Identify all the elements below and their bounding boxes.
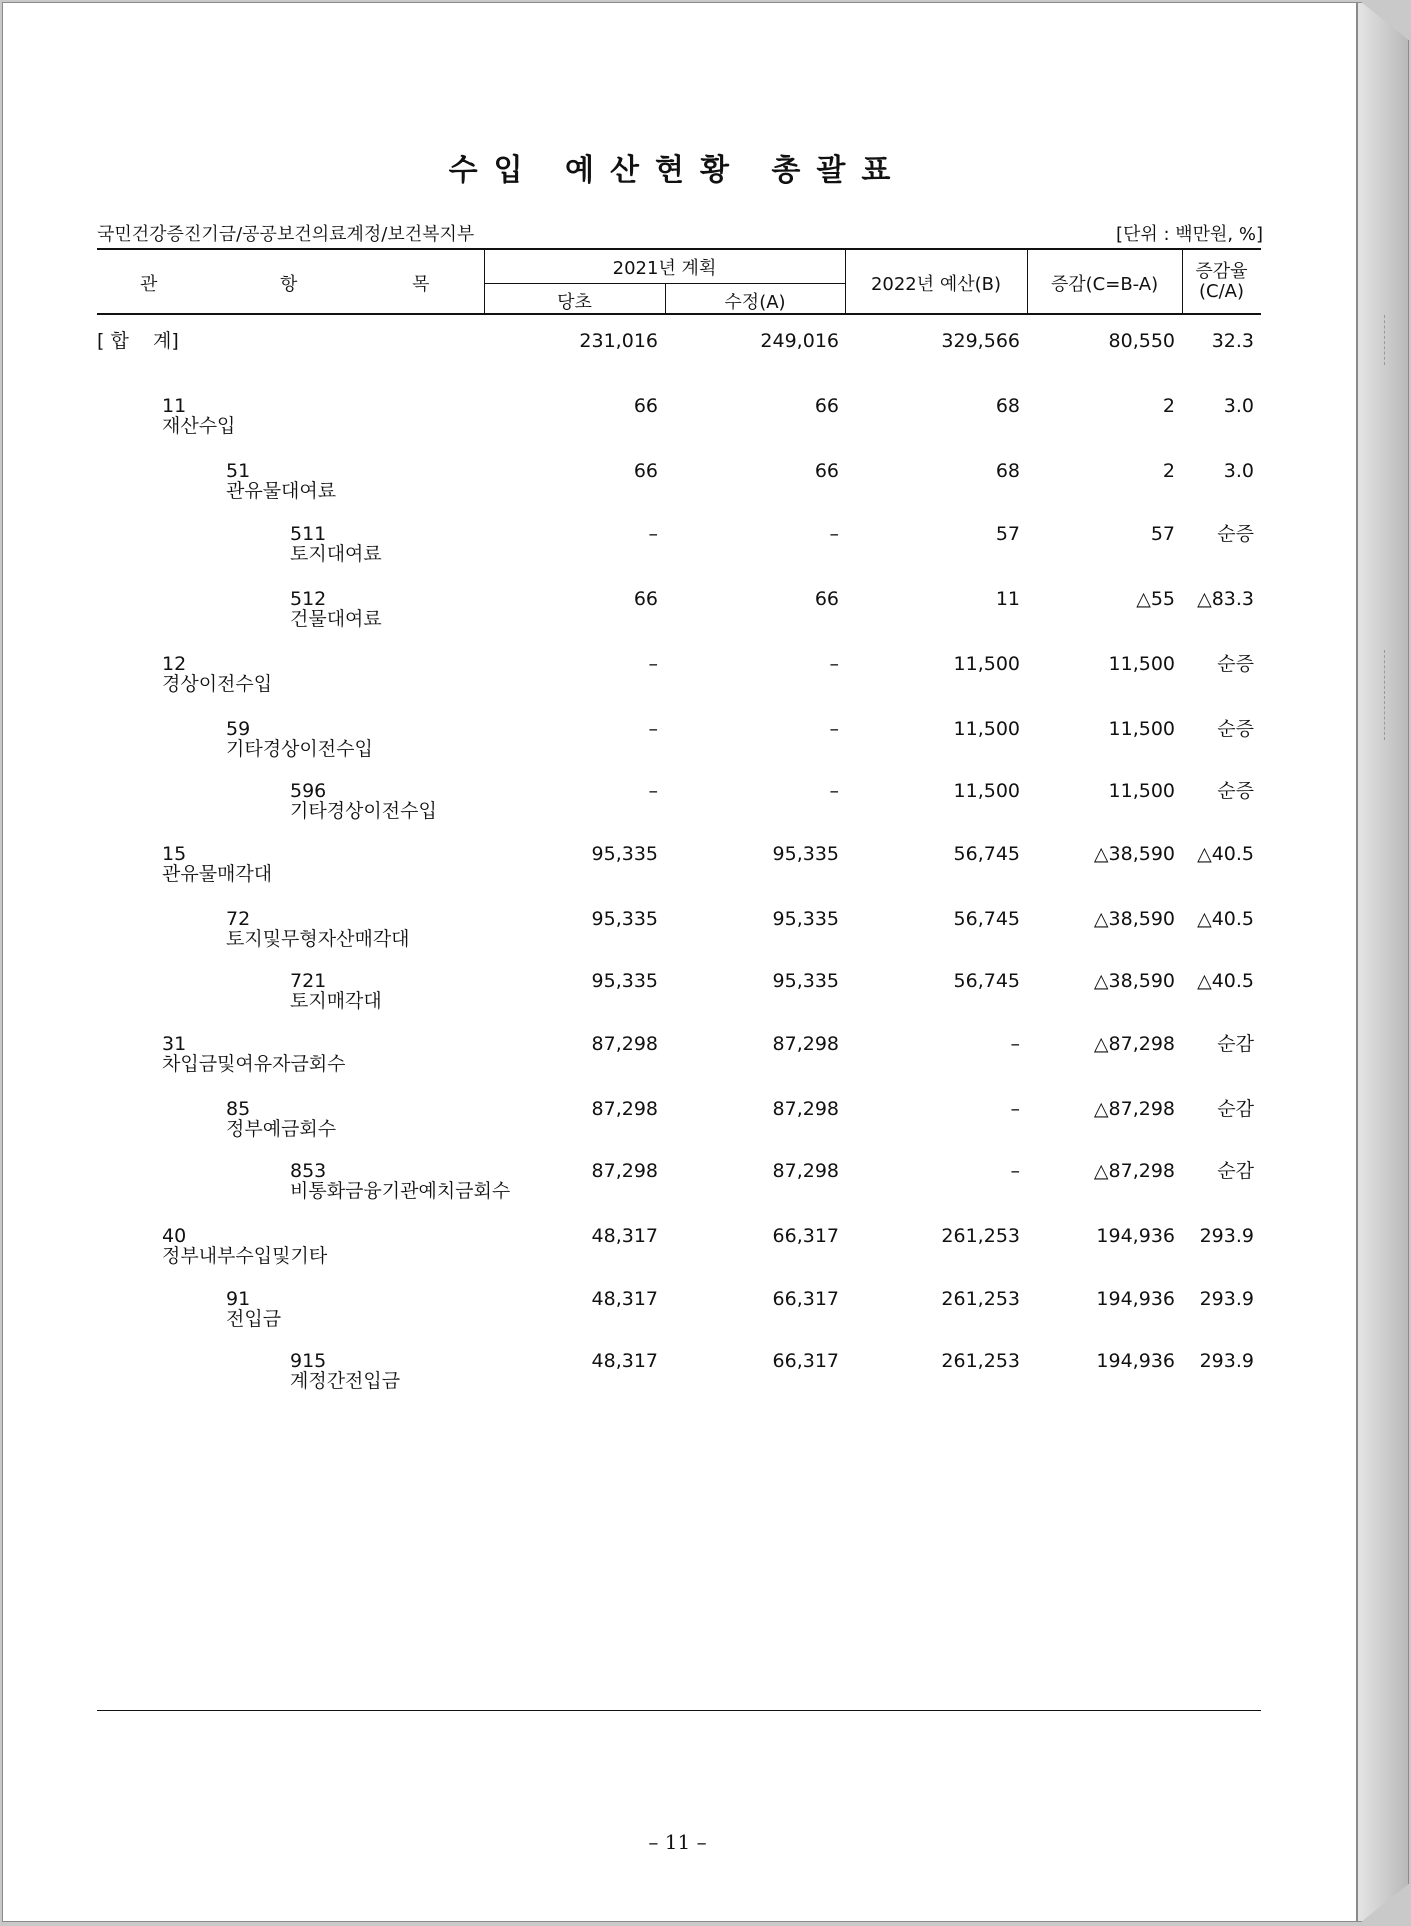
row-revised: – bbox=[829, 718, 839, 740]
row-code: 15 bbox=[162, 843, 187, 865]
row-original: 87,298 bbox=[591, 1098, 658, 1120]
table-row bbox=[0, 718, 1355, 778]
header-hang: 항 bbox=[280, 274, 298, 295]
row-revised: 66,317 bbox=[772, 1225, 839, 1247]
header-mok: 목 bbox=[412, 274, 430, 295]
row-name: 정부예금회수 bbox=[226, 1118, 337, 1140]
row-change: 194,936 bbox=[1096, 1350, 1175, 1372]
row-original: – bbox=[648, 718, 658, 740]
row-original: – bbox=[648, 780, 658, 802]
row-budget: 56,745 bbox=[953, 843, 1020, 865]
row-code: 59 bbox=[226, 718, 251, 740]
row-name: 기타경상이전수입 bbox=[226, 738, 373, 760]
header-rate: 증감율 bbox=[1195, 261, 1248, 282]
row-rate: 순감 bbox=[1217, 1033, 1254, 1055]
total-rate: 32.3 bbox=[1211, 330, 1254, 352]
header-subrule bbox=[484, 283, 845, 284]
table-row bbox=[0, 1225, 1355, 1285]
row-original: 66 bbox=[633, 460, 658, 482]
table-row bbox=[0, 460, 1355, 520]
row-name: 관유물매각대 bbox=[162, 863, 273, 885]
row-original: 95,335 bbox=[591, 843, 658, 865]
row-code: 853 bbox=[290, 1160, 327, 1182]
page-title: 수입 예산현황 총괄표 bbox=[448, 153, 907, 188]
table-top-rule bbox=[97, 248, 1261, 250]
row-name: 관유물대여료 bbox=[226, 480, 337, 502]
table-row bbox=[0, 908, 1355, 968]
row-original: 95,335 bbox=[591, 908, 658, 930]
row-original: 48,317 bbox=[591, 1225, 658, 1247]
total-label: [ 합 계] bbox=[97, 330, 179, 352]
header-plan2021: 2021년 계획 bbox=[612, 258, 717, 279]
header-revised: 수정(A) bbox=[724, 292, 786, 313]
header-gwan: 관 bbox=[140, 274, 158, 295]
row-code: 11 bbox=[162, 395, 187, 417]
row-revised: – bbox=[829, 780, 839, 802]
page-stack-edge bbox=[1357, 2, 1409, 1922]
row-name: 계정간전입금 bbox=[290, 1370, 401, 1392]
row-change: 194,936 bbox=[1096, 1225, 1175, 1247]
total-original: 231,016 bbox=[579, 330, 658, 352]
row-rate: 3.0 bbox=[1223, 395, 1254, 417]
row-rate: 순증 bbox=[1217, 780, 1254, 802]
total-budget: 329,566 bbox=[941, 330, 1020, 352]
header-rate-formula: (C/A) bbox=[1199, 281, 1244, 302]
row-change: △38,590 bbox=[1093, 843, 1175, 865]
row-original: 87,298 bbox=[591, 1160, 658, 1182]
row-rate: 293.9 bbox=[1199, 1350, 1254, 1372]
row-budget: 11 bbox=[995, 588, 1020, 610]
row-budget: 11,500 bbox=[953, 780, 1020, 802]
row-change: 57 bbox=[1150, 523, 1175, 545]
row-revised: 66 bbox=[814, 395, 839, 417]
row-original: 95,335 bbox=[591, 970, 658, 992]
row-original: 66 bbox=[633, 588, 658, 610]
row-budget: 261,253 bbox=[941, 1288, 1020, 1310]
row-code: 915 bbox=[290, 1350, 327, 1372]
row-original: 48,317 bbox=[591, 1288, 658, 1310]
table-row bbox=[0, 1350, 1355, 1410]
page-number: – 11 – bbox=[648, 1830, 707, 1854]
table-row bbox=[0, 843, 1355, 903]
row-revised: 66,317 bbox=[772, 1288, 839, 1310]
row-code: 596 bbox=[290, 780, 327, 802]
row-code: 511 bbox=[290, 523, 327, 545]
row-code: 40 bbox=[162, 1225, 187, 1247]
row-name: 차입금및여유자금회수 bbox=[162, 1053, 346, 1075]
row-rate: 순증 bbox=[1217, 523, 1254, 545]
row-change: 2 bbox=[1162, 460, 1175, 482]
row-name: 경상이전수입 bbox=[162, 673, 273, 695]
row-code: 85 bbox=[226, 1098, 251, 1120]
row-change: △87,298 bbox=[1093, 1098, 1175, 1120]
table-row bbox=[0, 780, 1355, 840]
table-row bbox=[0, 1098, 1355, 1158]
row-name: 건물대여료 bbox=[290, 608, 382, 630]
total-revised: 249,016 bbox=[760, 330, 839, 352]
table-row bbox=[0, 1033, 1355, 1093]
row-rate: 순감 bbox=[1217, 1098, 1254, 1120]
row-rate: △40.5 bbox=[1197, 970, 1254, 992]
row-name: 토지매각대 bbox=[290, 990, 382, 1012]
total-row bbox=[0, 330, 1355, 390]
unit-label: [단위 : 백만원, %] bbox=[1115, 224, 1263, 245]
row-revised: 66,317 bbox=[772, 1350, 839, 1372]
row-change: △87,298 bbox=[1093, 1033, 1175, 1055]
row-original: 87,298 bbox=[591, 1033, 658, 1055]
row-budget: 57 bbox=[995, 523, 1020, 545]
row-budget: 68 bbox=[995, 395, 1020, 417]
row-budget: 68 bbox=[995, 460, 1020, 482]
row-change: △55 bbox=[1136, 588, 1175, 610]
row-revised: 95,335 bbox=[772, 843, 839, 865]
row-rate: 293.9 bbox=[1199, 1288, 1254, 1310]
organization-label: 국민건강증진기금/공공보건의료계정/보건복지부 bbox=[97, 224, 475, 245]
table-row bbox=[0, 523, 1355, 583]
row-name: 비통화금융기관예치금회수 bbox=[290, 1180, 511, 1202]
row-budget: – bbox=[1010, 1033, 1020, 1055]
row-change: 11,500 bbox=[1108, 653, 1175, 675]
row-budget: – bbox=[1010, 1160, 1020, 1182]
table-row bbox=[0, 395, 1355, 455]
row-rate: 순증 bbox=[1217, 653, 1254, 675]
row-code: 12 bbox=[162, 653, 187, 675]
row-original: – bbox=[648, 653, 658, 675]
row-code: 512 bbox=[290, 588, 327, 610]
row-revised: – bbox=[829, 523, 839, 545]
row-revised: 87,298 bbox=[772, 1033, 839, 1055]
header-budget2022: 2022년 예산(B) bbox=[870, 274, 1002, 295]
row-rate: 293.9 bbox=[1199, 1225, 1254, 1247]
header-original: 당초 bbox=[557, 292, 592, 313]
row-name: 정부내부수입및기타 bbox=[162, 1245, 328, 1267]
row-change: △38,590 bbox=[1093, 908, 1175, 930]
row-change: 11,500 bbox=[1108, 780, 1175, 802]
table-row bbox=[0, 1288, 1355, 1348]
header-change: 증감(C=B-A) bbox=[1050, 274, 1159, 295]
row-change: 11,500 bbox=[1108, 718, 1175, 740]
row-rate: △83.3 bbox=[1197, 588, 1254, 610]
edge-mark bbox=[1384, 315, 1385, 365]
row-rate: △40.5 bbox=[1197, 843, 1254, 865]
row-name: 토지및무형자산매각대 bbox=[226, 928, 410, 950]
row-revised: 66 bbox=[814, 588, 839, 610]
row-code: 721 bbox=[290, 970, 327, 992]
row-name: 재산수입 bbox=[162, 415, 236, 437]
row-change: △87,298 bbox=[1093, 1160, 1175, 1182]
table-row bbox=[0, 1160, 1355, 1220]
row-revised: – bbox=[829, 653, 839, 675]
row-rate: 순감 bbox=[1217, 1160, 1254, 1182]
row-code: 51 bbox=[226, 460, 251, 482]
footer-rule bbox=[97, 1710, 1261, 1711]
row-budget: 11,500 bbox=[953, 718, 1020, 740]
row-budget: – bbox=[1010, 1098, 1020, 1120]
table-row bbox=[0, 970, 1355, 1030]
row-rate: 순증 bbox=[1217, 718, 1254, 740]
row-budget: 11,500 bbox=[953, 653, 1020, 675]
row-budget: 261,253 bbox=[941, 1225, 1020, 1247]
row-rate: 3.0 bbox=[1223, 460, 1254, 482]
row-code: 31 bbox=[162, 1033, 187, 1055]
row-name: 토지대여료 bbox=[290, 543, 382, 565]
total-change: 80,550 bbox=[1108, 330, 1175, 352]
row-revised: 95,335 bbox=[772, 970, 839, 992]
row-budget: 56,745 bbox=[953, 908, 1020, 930]
row-original: – bbox=[648, 523, 658, 545]
row-code: 91 bbox=[226, 1288, 251, 1310]
row-budget: 261,253 bbox=[941, 1350, 1020, 1372]
row-original: 66 bbox=[633, 395, 658, 417]
row-name: 기타경상이전수입 bbox=[290, 800, 437, 822]
row-name: 전입금 bbox=[226, 1308, 282, 1330]
row-rate: △40.5 bbox=[1197, 908, 1254, 930]
row-budget: 56,745 bbox=[953, 970, 1020, 992]
row-code: 72 bbox=[226, 908, 251, 930]
row-revised: 95,335 bbox=[772, 908, 839, 930]
row-original: 48,317 bbox=[591, 1350, 658, 1372]
row-change: 194,936 bbox=[1096, 1288, 1175, 1310]
edge-mark bbox=[1384, 650, 1385, 740]
row-revised: 66 bbox=[814, 460, 839, 482]
row-change: △38,590 bbox=[1093, 970, 1175, 992]
row-revised: 87,298 bbox=[772, 1098, 839, 1120]
row-change: 2 bbox=[1162, 395, 1175, 417]
row-revised: 87,298 bbox=[772, 1160, 839, 1182]
table-row bbox=[0, 588, 1355, 648]
table-row bbox=[0, 653, 1355, 713]
